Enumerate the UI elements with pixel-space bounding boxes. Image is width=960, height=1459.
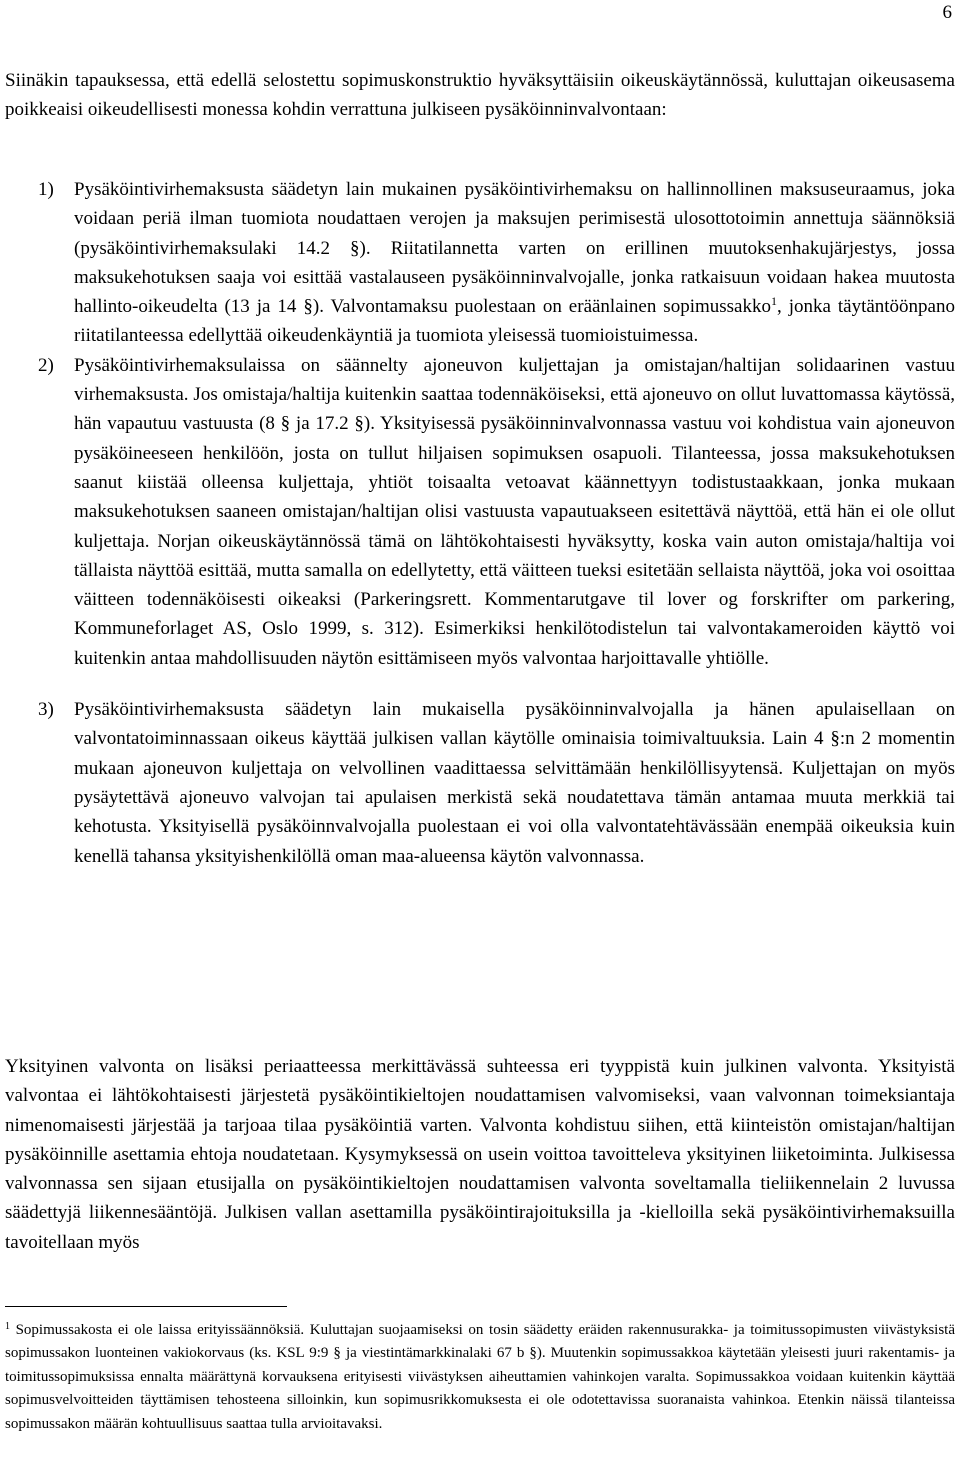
footnote-text: Sopimussakosta ei ole laissa erityissäännöksiä. Kuluttajan suojaamiseksi on tosin säädetty eräiden rakennusurakka- ja toimitussopimusten viivästyksistä sopimussakon luonteinen vakiokorvaus (ks. KSL 9:9 § ja viestintämarkkinalaki 67 b §). Muutenkin sopimussakkoa käytetään yleisesti juuri rakentamis- ja toimitussopimuksissa ennalta määrättynä korvauksena erityisesti viivästyksen aiheuttamien vahinkojen varalta. Sopimussakkoa voidaan kuitenkin käyttää sopimusvelvoitteiden täyttämisen tehosteena silloinkin, kun sopimusrikkomuksesta ei ole odotettavissa suoranaista vahinkoa. Etenkin näissä tilanteissa sopimussakon määrän kohtuullisuus saattaa tulla arvioitavaksi.: [5, 1322, 955, 1432]
body-paragraph: Yksityinen valvonta on lisäksi periaatteessa merkittävässä suhteessa eri tyyppistä kuin julkinen valvonta. Yksityistä valvontaa ei lähtökohtaisesti järjestetä pysäköintikieltojen noudattamisen valvomiseksi, vaan valvonnan toimeksiantaja nimenomaisesti järjestää ja tarjoaa tilaa pysäköintiä varten. Valvonta kohdistuu siihen, että kiinteistön omistajan/haltijan pysäköinnille asettamia ehtoja noudatetaan. Kysymyksessä on usein voittoa tavoitteleva yksityinen liiketoiminta. Julkisessa valvonnassa sen sijaan etusijalla on pysäköintikieltojen noudattamisen valvonta soveltamalla tieliikennelain 2 luvussa säädettyjä liikennesääntöjä. Julkisen vallan asettamilla pysäköintirajoituksilla ja -kielloilla sekä pysäköintivirhemaksuilla tavoitellaan myös: [5, 1056, 955, 1253]
footnote-reference: 1: [770, 294, 777, 309]
footnote-marker: 1: [5, 1321, 10, 1332]
footnote-separator: [5, 1306, 287, 1307]
page-number: 6: [942, 2, 952, 23]
list-item-text-continued: , jonka täytäntöönpano riitatilanteessa edellyttää oikeudenkäyntiä ja tuomiota yleisessä tuomioistuimessa.: [74, 296, 955, 347]
list-item-number: 3): [38, 699, 54, 721]
list-item-text: Pysäköintivirhemaksulaissa on säännelty ajoneuvon kuljettajan ja omistajan/haltijan solidaarinen vastuu virhemaksusta. Jos omistaja/haltija kuitenkin saattaa todennäköiseksi, että ajoneuvo on ollut luvattomassa käytössä, hän vapautuu vastuusta (8 § ja 17.2 §). Yksityisessä pysäköinninvalvonnassa vastuu voi kohdistua vain ajoneuvon pysäköineeseen henkilöön, josta on tullut hiljaisen sopimuksen osapuoli. Tilanteessa, jossa maksukehotuksen saanut kiistää olleensa kuljettaja, yhtiöt toisaalta vetoavat käännettyyn todistustaakkaan, jonka mukaan maksukehotuksen saaneen omistajan/haltijan olisi vastuusta vapautuakseen esitettävä näyttöä, että hän ei ole ollut kuljettaja. Norjan oikeuskäytännössä tämä on lähtökohtaisesti hyväksytty, koska vain auton omistaja/haltija voi tällaista näyttöä esittää, mutta samalla on edellytetty, että väitteen tueksi esitetään sellaista näyttöä, joka voi osoittaa väitteen todennäköisesti oikeaksi (Parkeringsrett. Kommentarutgave til lover og forskrifter om parkering, Kommuneforlaget AS, Oslo 1999, s. 312). Esimerkiksi henkilötodistelun tai valvontakameroiden käyttö voi kuitenkin antaa mahdollisuuden näytön esittämiseen myös valvontaa harjoittavalle yhtiölle.: [74, 354, 955, 669]
list-item-text: Pysäköintivirhemaksusta säädetyn lain mukaisella pysäköinninvalvojalla ja hänen apulaisellaan on valvontatoiminnassaan oikeus käyttää julkisen vallan käytölle ominaisia toimivaltuuksia. Lain 4 §:n 2 momentin mukaan ajoneuvon kuljettaja on velvollinen vaadittaessa selvittämään henkilöllisyytensä. Kuljettajan on myös pysäytettävä ajoneuvo valvojan tai apulaisen merkistä sekä noudatettava tämän antamaa muuta merkkiä tai kehotusta. Yksityisellä pysäköinnvalvojalla puolestaan ei voi olla valvontatehtävässään enempää oikeuksia kuin kenellä tahansa yksityishenkilöllä oman maa-alueensa käytön valvonnassa.: [74, 699, 955, 867]
list-item-number: 1): [38, 179, 54, 200]
list-item-text: Pysäköintivirhemaksusta säädetyn lain mukainen pysäköintivirhemaksu on hallinnollinen maksuseuraamus, joka voidaan periä ilman tuomiota noudattaen verojen ja maksujen perimisestä ulosottotoimin annettuja säännöksiä (pysäköintivirhemaksulaki 14.2 §). Riitatilannetta varten on erillinen muutoksenhakujärjestys, jossa maksukehotuksen saaja voi esittää vastalauseen pysäköinninvalvojalle, jonka ratkaisuun voidaan hakea muutosta hallinto-oikeudelta (13 ja 14 §). Valvontamaksu puolestaan on eräänlainen sopimussakko: [74, 179, 955, 318]
list-item: [5, 695, 955, 871]
list-item: [5, 351, 955, 673]
intro-paragraph: Siinäkin tapauksessa, että edellä selostettu sopimuskonstruktio hyväksyttäisiin oikeuskäytännössä, kuluttajan oikeusasema poikkeaisi oikeudellisesti monessa kohdin verrattuna julkiseen pysäköinninvalvontaan:: [5, 70, 955, 121]
list-item: [5, 175, 955, 351]
list-item-number: 2): [38, 354, 54, 376]
numbered-list: [5, 175, 955, 871]
footnote: [5, 1319, 955, 1436]
